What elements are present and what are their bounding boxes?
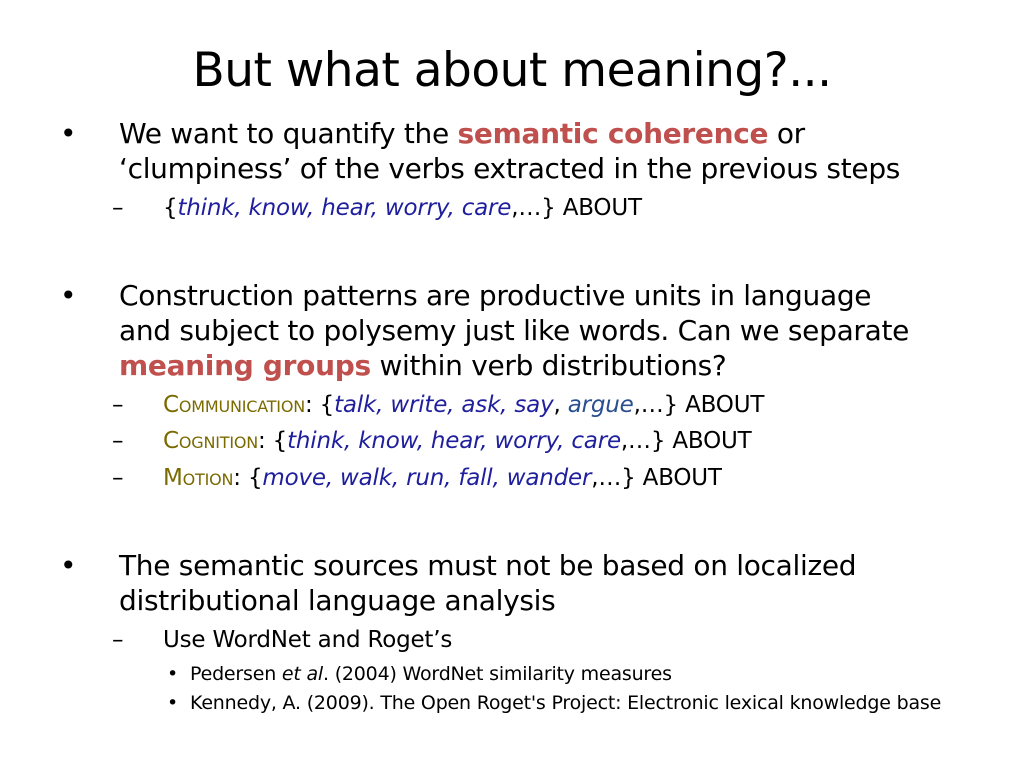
highlight-semantic-coherence: semantic coherence — [457, 117, 769, 150]
bullet-1-line-2: ‘clumpiness’ of the verbs extracted in the previous steps — [119, 152, 901, 185]
ref-et-al: et al — [281, 663, 324, 685]
slide-title: But what about meaning?... — [192, 43, 832, 98]
example-close: ,…} ABOUT — [591, 465, 722, 491]
reference-pedersen — [190, 662, 672, 686]
category-motion: Motion — [163, 465, 234, 491]
dash-icon: – — [112, 195, 124, 221]
brace-open: { — [163, 195, 178, 221]
example-verbs: think, know, hear, worry, care — [287, 428, 621, 454]
example-verbs: talk, write, ask, say — [334, 392, 554, 418]
sub-bullet-communication — [163, 391, 764, 419]
dash-icon: – — [112, 627, 124, 653]
small-bullet-icon: • — [167, 692, 179, 714]
category-communication: Communication — [163, 392, 305, 418]
small-bullet-icon: • — [167, 663, 179, 685]
bullet-3-line-2: distributional language analysis — [119, 584, 556, 617]
bullet-1-line-1 — [119, 116, 999, 151]
example-verbs: think, know, hear, worry, care — [177, 195, 512, 221]
ref-author: Pedersen — [190, 663, 282, 685]
example-close: ,…} ABOUT — [633, 392, 765, 418]
bullet-icon: • — [60, 117, 77, 150]
colon-brace: : { — [258, 428, 288, 454]
bullet-2-line-3 — [119, 348, 999, 383]
example-verbs: move, walk, run, fall, wander — [262, 465, 592, 491]
dash-icon: – — [112, 465, 124, 491]
bullet-icon: • — [60, 549, 77, 582]
separator: , — [553, 392, 568, 418]
sub-bullet-cognition — [163, 427, 751, 455]
bullet-2-line-1: Construction patterns are productive units in language — [119, 279, 872, 312]
bullet-1-text: We want to quantify the — [119, 117, 458, 150]
example-close: ,…} ABOUT — [620, 428, 752, 454]
dash-icon: – — [112, 428, 124, 454]
bullet-2-line-2: and subject to polysemy just like words. Can we separate — [119, 314, 910, 347]
bullet-2-text-end: within verb distributions? — [370, 349, 727, 382]
sub-bullet-motion — [163, 464, 722, 492]
dash-icon: – — [112, 392, 124, 418]
example-close: ,…} ABOUT — [511, 195, 642, 221]
sub-bullet-example — [163, 194, 642, 222]
highlight-meaning-groups: meaning groups — [119, 349, 371, 382]
reference-kennedy: Kennedy, A. (2009). The Open Roget's Project: Electronic lexical knowledge base — [190, 692, 942, 714]
bullet-icon: • — [60, 279, 77, 312]
example-verb-argue: argue — [567, 392, 634, 418]
ref-rest: . (2004) WordNet similarity measures — [323, 663, 672, 685]
sub-bullet-wordnet: Use WordNet and Roget’s — [163, 627, 453, 653]
category-cognition: Cognition — [163, 428, 258, 454]
colon-brace: : { — [233, 465, 263, 491]
colon-brace: : { — [305, 392, 335, 418]
bullet-3-line-1: The semantic sources must not be based on localized — [119, 549, 857, 582]
bullet-1-text-end: or — [768, 117, 805, 150]
